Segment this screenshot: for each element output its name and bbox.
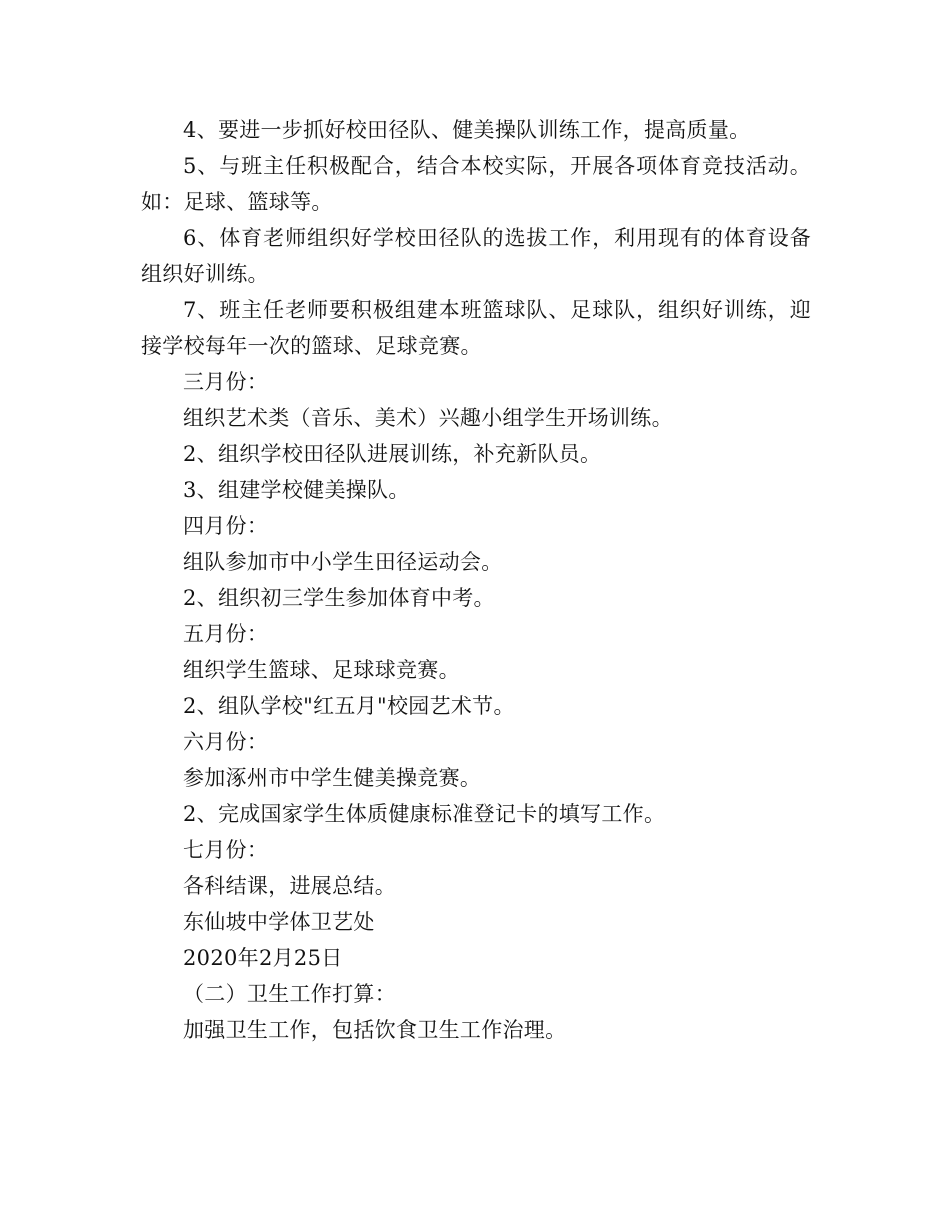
hygiene-item-1: 加强卫生工作，包括饮食卫生工作治理。 [183,1018,567,1042]
signature-department: 东仙坡中学体卫艺处 [183,910,375,934]
document-body [141,112,811,1048]
paragraph-item-7: 7、班主任老师要积极组建本班篮球队、足球队，组织好训练，迎接学校每年一次的篮球、足球竞赛。 [141,298,811,358]
paragraph-item-4: 4、要进一步抓好校田径队、健美操队训练工作，提高质量。 [183,118,751,142]
paragraph-item-5: 5、与班主任积极配合，结合本校实际，开展各项体育竞技活动。如：足球、篮球等。 [141,154,811,214]
june-item-2: 2、完成国家学生体质健康标准登记卡的填写工作。 [183,802,666,826]
june-item-1: 参加涿州市中学生健美操竞赛。 [183,766,482,790]
section-heading-may: 五月份： [183,622,269,646]
section-heading-april: 四月份： [183,514,269,538]
section-heading-hygiene: （二）卫生工作打算： [183,982,396,1006]
may-item-1: 组织学生篮球、足球球竞赛。 [183,658,460,682]
march-item-2: 2、组织学校田径队进展训练，补充新队员。 [183,442,602,466]
march-item-3: 3、组建学校健美操队。 [183,478,410,502]
may-item-2: 2、组队学校"红五月"校园艺术节。 [183,694,515,718]
april-item-2: 2、组织初三学生参加体育中考。 [183,586,495,610]
section-heading-july: 七月份： [183,838,269,862]
section-heading-march: 三月份： [183,370,269,394]
signature-date: 2020年2月25日 [183,946,343,970]
paragraph-item-6: 6、体育老师组织好学校田径队的选拔工作，利用现有的体育设备组织好训练。 [141,226,811,286]
section-heading-june: 六月份： [183,730,269,754]
march-item-1: 组织艺术类（音乐、美术）兴趣小组学生开场训练。 [183,406,673,430]
april-item-1: 组队参加市中小学生田径运动会。 [183,550,503,574]
july-item-1: 各科结课，进展总结。 [183,874,396,898]
